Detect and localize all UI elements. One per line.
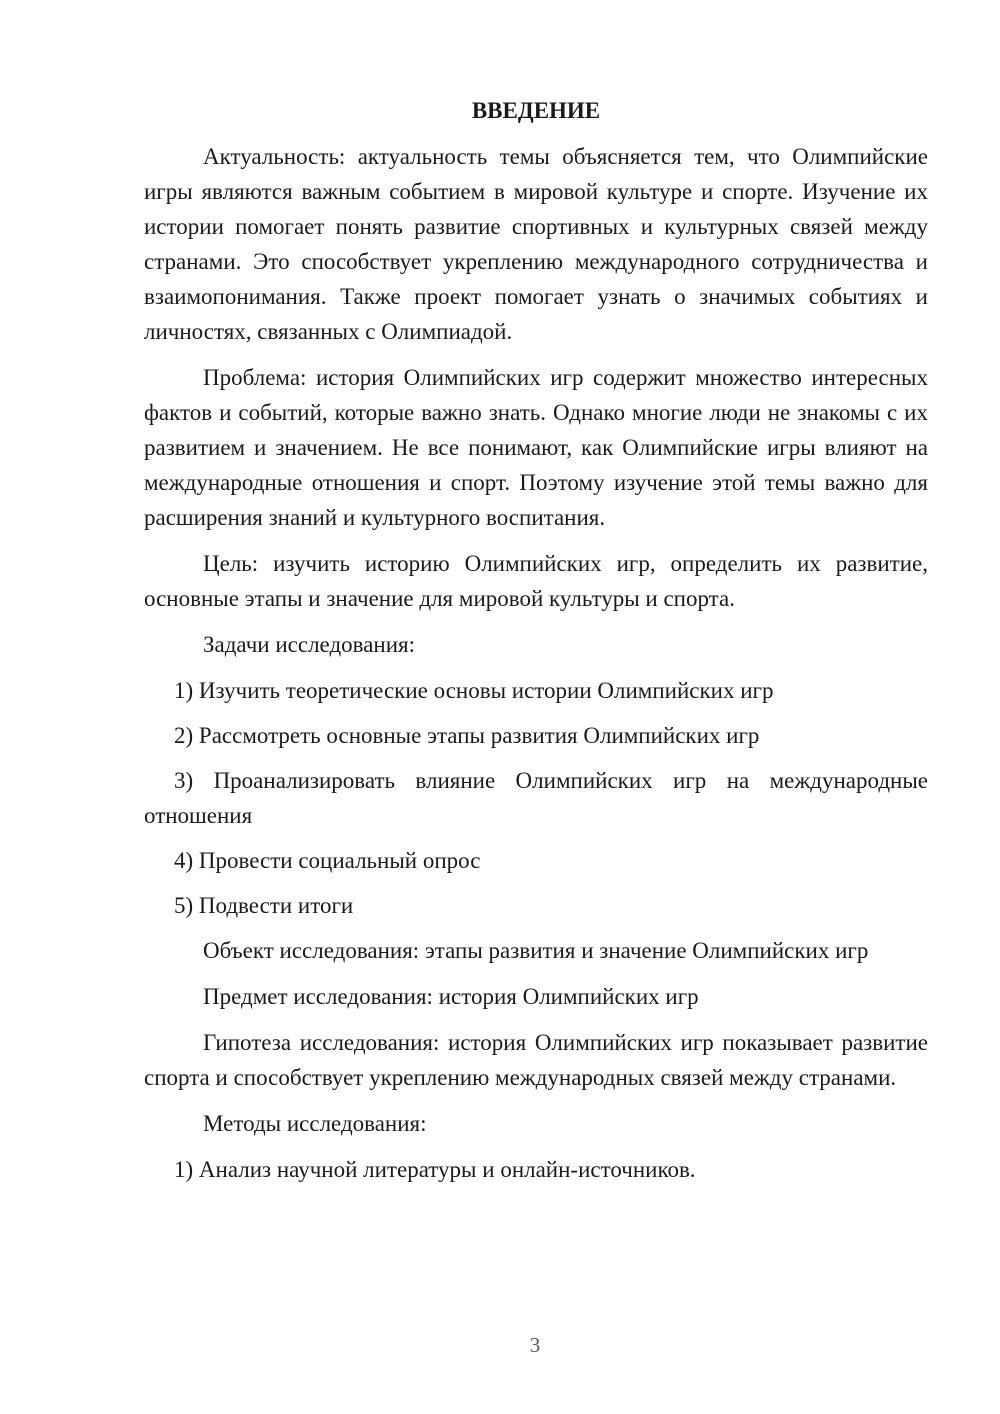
methods-heading: Методы исследования: bbox=[203, 1111, 427, 1136]
method-item-1: 1) Анализ научной литературы и онлайн-источников. bbox=[174, 1157, 696, 1182]
page-title: ВВЕДЕНИЕ bbox=[471, 98, 601, 123]
tasks-heading: Задачи исследования: bbox=[203, 632, 416, 657]
subject-paragraph: Предмет исследования: история Олимпийских игр bbox=[203, 984, 699, 1009]
relevance-paragraph: Актуальность: актуальность темы объясняется тем, что Олимпийские игры являются важным событием в мировой культуре и спорте. Изучение их истории помогает понять развитие спортивных и культурных связей между странами. Это способствует укреплению международного сотрудничества и взаимопонимания. Также проект помогает узнать о значимых событиях и личностях, связанных с Олимпиадой. bbox=[144, 144, 928, 344]
hypothesis-paragraph: Гипотеза исследования: история Олимпийских игр показывает развитие спорта и способствует укреплению международных связей между странами. bbox=[144, 1030, 928, 1090]
task-item-3: 3) Проанализировать влияние Олимпийских игр на международные отношения bbox=[144, 768, 928, 828]
task-item-1: 1) Изучить теоретические основы истории Олимпийских игр bbox=[174, 678, 774, 703]
page-content bbox=[144, 96, 928, 1197]
task-item-5: 5) Подвести итоги bbox=[174, 893, 354, 918]
tasks-list bbox=[144, 673, 928, 923]
methods-list bbox=[144, 1152, 928, 1187]
task-item-2: 2) Рассмотреть основные этапы развития Олимпийских игр bbox=[174, 723, 760, 748]
goal-paragraph: Цель: изучить историю Олимпийских игр, определить их развитие, основные этапы и значение для мировой культуры и спорта. bbox=[144, 551, 928, 611]
object-paragraph: Объект исследования: этапы развития и значение Олимпийских игр bbox=[203, 938, 869, 963]
task-item-4: 4) Провести социальный опрос bbox=[174, 848, 481, 873]
page-number: 3 bbox=[529, 1333, 541, 1357]
problem-paragraph: Проблема: история Олимпийских игр содержит множество интересных фактов и событий, которые важно знать. Однако многие люди не знакомы с их развитием и значением. Не все понимают, как Олимпийские игры влияют на международные отношения и спорт. Поэтому изучение этой темы важно для расширения знаний и культурного воспитания. bbox=[144, 365, 928, 530]
